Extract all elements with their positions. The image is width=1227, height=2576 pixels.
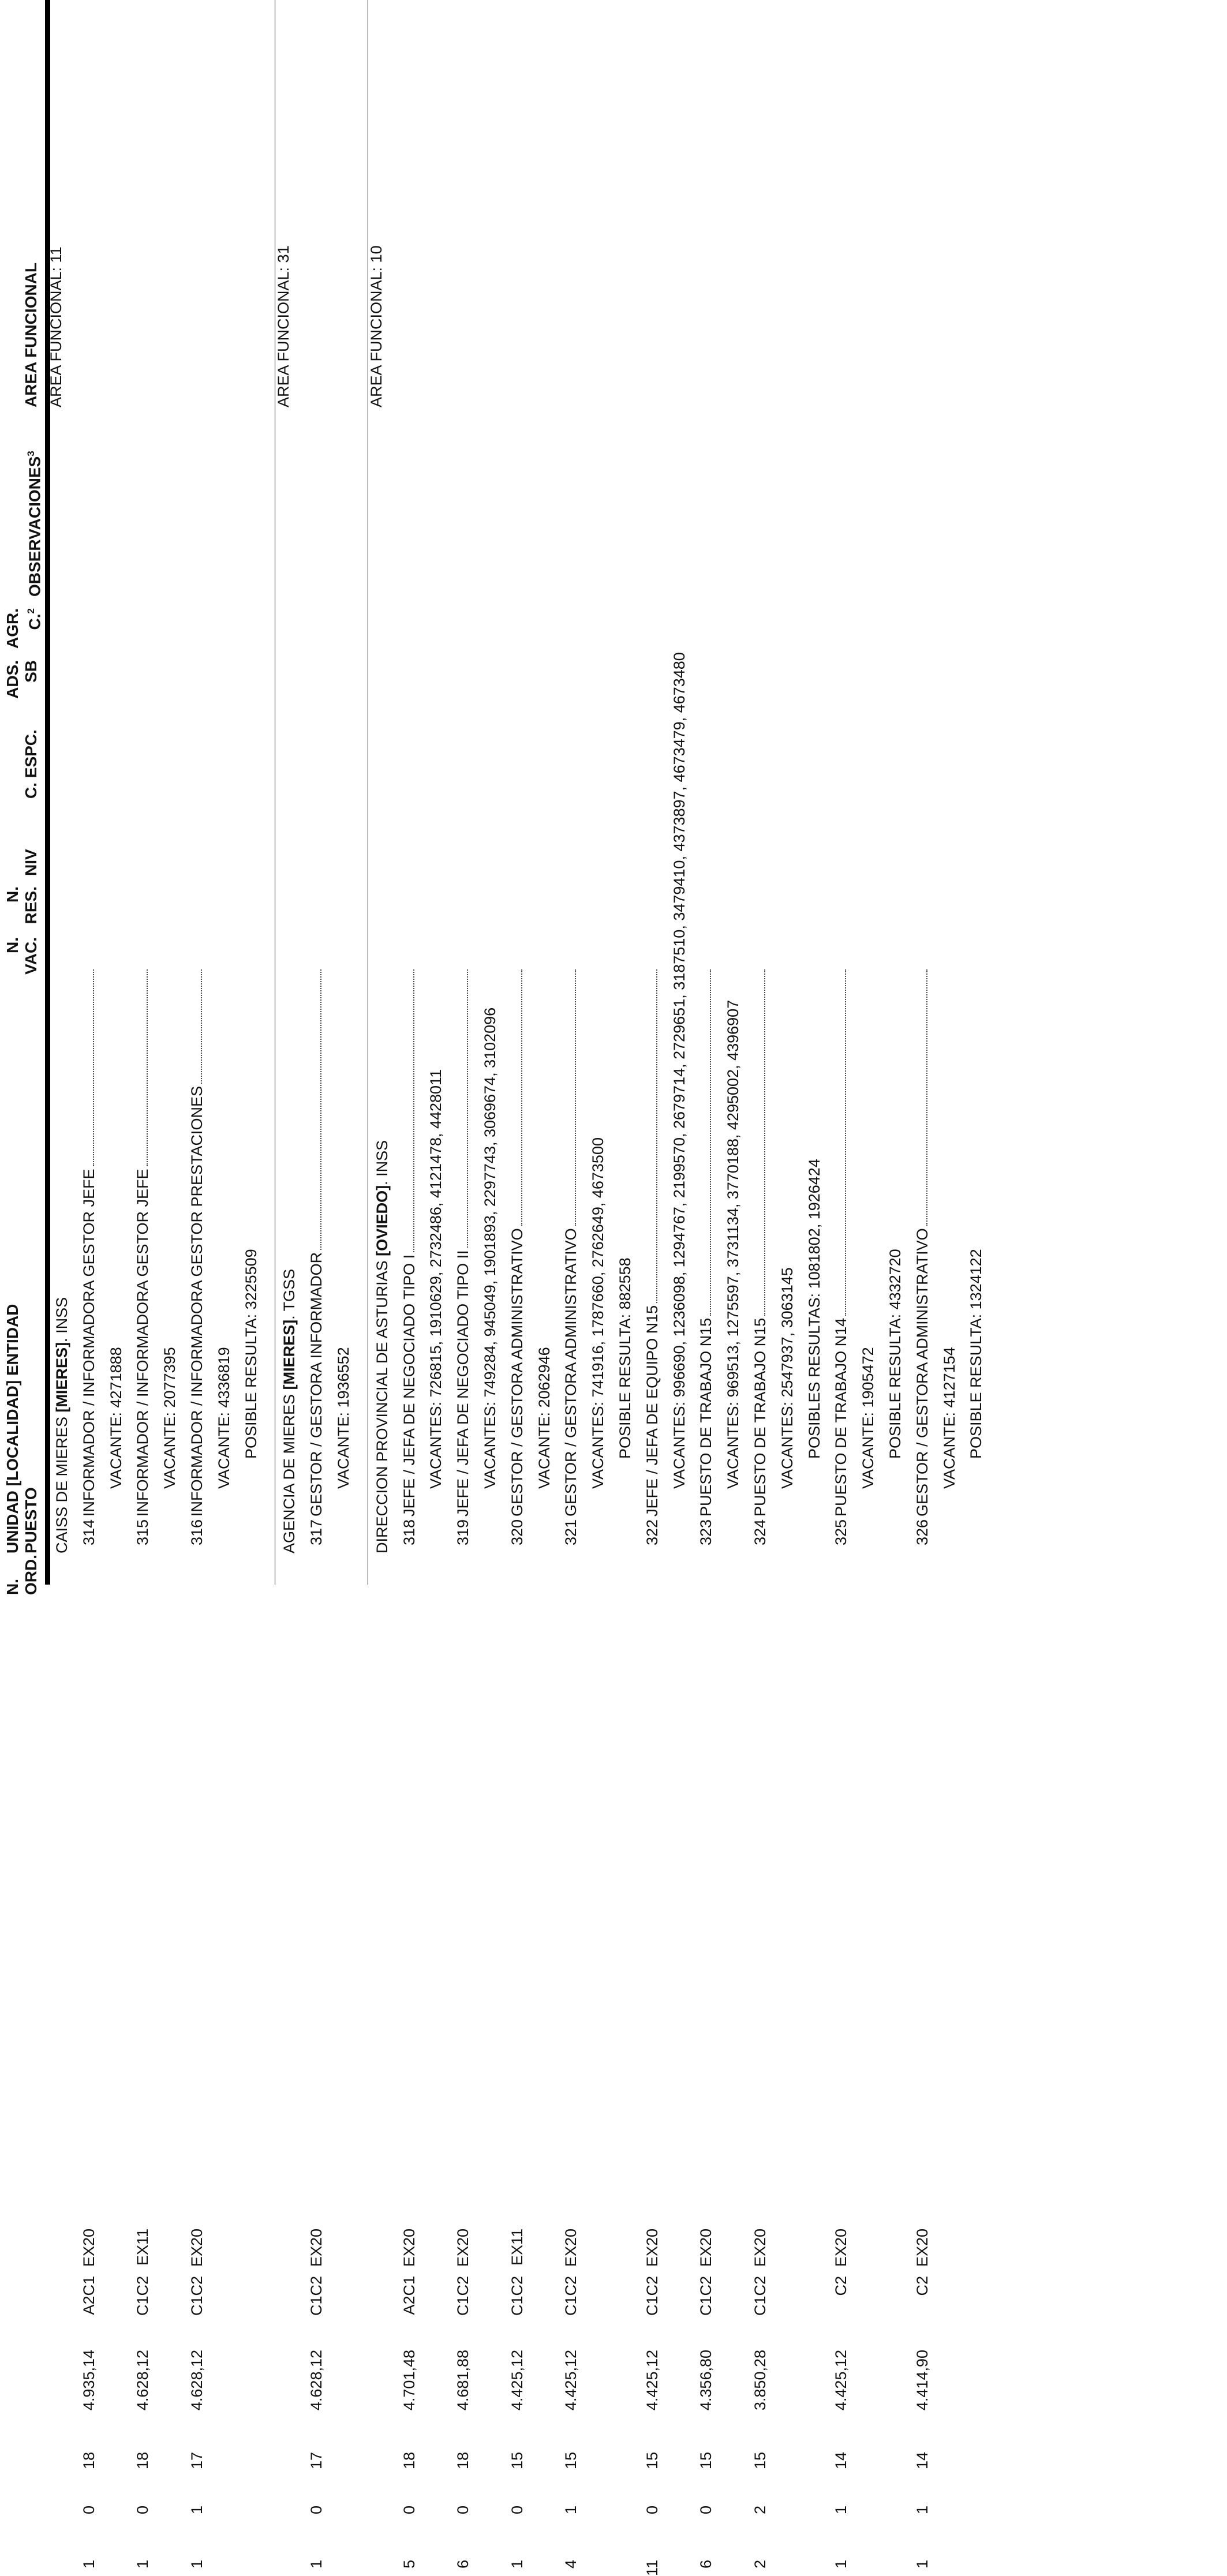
header-agrc-label: C. <box>25 613 44 630</box>
row-vacantes: VACANTES: 969513, 1275597, 3731134, 3770188, 4295002, 4396907 <box>724 999 742 1489</box>
dotted-leader <box>200 969 202 1084</box>
row-vac: 6 <box>697 2560 715 2569</box>
row-ord-number: 314 <box>80 1519 98 1545</box>
row-ord-number: 317 <box>308 1519 326 1545</box>
row-vac: 5 <box>400 2560 418 2569</box>
dotted-leader <box>763 969 765 1316</box>
dotted-leader <box>319 969 321 1250</box>
row-vac: 1 <box>832 2560 850 2569</box>
dotted-leader <box>709 969 711 1316</box>
row-niv: 18 <box>134 2452 152 2470</box>
dotted-leader <box>925 969 927 1226</box>
row-niv: 14 <box>832 2452 850 2470</box>
row-cespc: 4.425,12 <box>643 2350 661 2411</box>
dotted-leader <box>520 969 522 1226</box>
header-unidad-line2: PUESTO <box>22 1487 40 1553</box>
header-vac <box>3 937 40 983</box>
row-res: 0 <box>643 2506 661 2515</box>
row-cespc: 4.628,12 <box>134 2350 152 2411</box>
row-agrc: EX20 <box>643 2229 661 2267</box>
area-funcional-value: AREA FUNCIONAL: 11 <box>47 246 65 407</box>
header-agrc-line1: AGR. <box>3 608 21 649</box>
header-agrc <box>3 608 44 653</box>
row-ord-number: 325 <box>832 1519 850 1545</box>
unit-heading <box>53 1297 70 1553</box>
header-observaciones-footnote: 3 <box>25 451 36 456</box>
row-adssb: A2C1 <box>400 2276 418 2315</box>
row-ord-number: 316 <box>188 1519 205 1545</box>
dotted-leader <box>466 969 468 1248</box>
header-adssb-line2: SB <box>22 660 40 683</box>
row-adssb: C1C2 <box>308 2276 326 2316</box>
row-vac: 4 <box>562 2560 580 2569</box>
header-niv <box>22 849 40 876</box>
header-vac-line2: VAC. <box>22 937 40 975</box>
row-res: 0 <box>508 2506 526 2515</box>
row-ord-number: 319 <box>454 1519 472 1545</box>
header-observaciones-label: OBSERVACIONES <box>25 456 44 597</box>
header-adssb <box>3 660 40 709</box>
row-niv: 15 <box>562 2452 580 2470</box>
row-res: 0 <box>400 2506 418 2515</box>
row-puesto: INFORMADOR / INFORMADORA GESTOR JEFE <box>134 1169 152 1517</box>
row-puesto: INFORMADOR / INFORMADORA GESTOR JEFE <box>80 1169 98 1517</box>
row-puesto: INFORMADOR / INFORMADORA GESTOR PRESTACIONES <box>188 1085 205 1517</box>
header-rule <box>45 0 50 1585</box>
row-cespc: 4.414,90 <box>913 2350 931 2411</box>
dotted-leader <box>655 969 657 1303</box>
row-res: 1 <box>832 2506 850 2515</box>
row-adssb: C1C2 <box>188 2276 205 2316</box>
row-ord-number: 324 <box>751 1519 769 1545</box>
header-res-line2: RES. <box>22 886 40 924</box>
row-vac: 1 <box>80 2560 98 2569</box>
header-adssb-line1: ADS. <box>3 660 21 699</box>
row-puesto: GESTOR / GESTORA ADMINISTRATIVO <box>562 1228 580 1517</box>
row-agrc: EX20 <box>913 2229 931 2267</box>
row-niv: 18 <box>454 2452 472 2470</box>
row-vac: 1 <box>134 2560 152 2569</box>
row-res: 0 <box>80 2506 98 2515</box>
dotted-leader <box>574 969 576 1226</box>
row-agrc: EX20 <box>832 2229 850 2267</box>
row-puesto: PUESTO DE TRABAJO N14 <box>832 1317 850 1517</box>
row-posible-resulta: POSIBLES RESULTAS: 1081802, 1926424 <box>805 1159 823 1459</box>
header-cespc <box>22 729 40 799</box>
row-agrc: EX20 <box>400 2229 418 2267</box>
row-vac: 2 <box>751 2560 769 2569</box>
row-agrc: EX20 <box>562 2229 580 2267</box>
row-posible-resulta: POSIBLE RESULTA: 3225509 <box>242 1249 260 1459</box>
row-vac: 1 <box>508 2560 526 2569</box>
header-n-ord <box>3 1555 40 1595</box>
area-funcional-value: AREA FUNCIONAL: 31 <box>275 245 293 407</box>
header-area-funcional <box>22 263 40 407</box>
row-vacantes: VACANTE: 4127154 <box>940 1347 958 1489</box>
row-cespc: 4.628,12 <box>308 2350 326 2411</box>
header-agrc-footnote: 2 <box>25 608 36 614</box>
dotted-leader <box>844 969 846 1316</box>
row-vacantes: VACANTE: 1936552 <box>335 1347 352 1489</box>
row-niv: 15 <box>697 2452 715 2470</box>
row-cespc: 3.850,28 <box>751 2350 769 2411</box>
row-puesto: GESTOR / GESTORA INFORMADOR <box>308 1252 326 1517</box>
row-cespc: 4.628,12 <box>188 2350 205 2411</box>
row-adssb: C1C2 <box>562 2276 580 2316</box>
row-cespc: 4.681,88 <box>454 2350 472 2411</box>
row-puesto: PUESTO DE TRABAJO N15 <box>751 1317 769 1517</box>
row-ord-number: 318 <box>400 1519 418 1545</box>
row-vacantes: VACANTE: 2077395 <box>161 1347 179 1489</box>
row-cespc: 4.425,12 <box>562 2350 580 2411</box>
row-vacantes: VACANTE: 2062946 <box>535 1347 553 1489</box>
row-vacantes: VACANTES: 741916, 1787660, 2762649, 4673500 <box>589 1137 607 1489</box>
row-niv: 18 <box>80 2452 98 2470</box>
header-area-funcional-label: AREA FUNCIONAL <box>22 263 40 407</box>
row-adssb: C1C2 <box>508 2276 526 2316</box>
row-res: 0 <box>134 2506 152 2515</box>
row-ord-number: 326 <box>913 1519 931 1545</box>
row-vacantes: VACANTES: 996690, 1236098, 1294767, 2199570, 2679714, 2729651, 3187510, 3479410, 4373897, 4673479, 4673480 <box>670 652 688 1489</box>
row-niv: 17 <box>308 2452 326 2470</box>
row-vac: 11 <box>643 2560 661 2576</box>
dotted-leader <box>412 969 414 1252</box>
row-cespc: 4.701,48 <box>400 2350 418 2411</box>
row-res: 2 <box>751 2506 769 2515</box>
row-res: 0 <box>697 2506 715 2515</box>
row-ord-number: 323 <box>697 1519 715 1545</box>
row-puesto: JEFE / JEFA DE NEGOCIADO TIPO II <box>454 1250 472 1517</box>
row-res: 0 <box>308 2506 326 2515</box>
row-puesto: GESTOR / GESTORA ADMINISTRATIVO <box>508 1228 526 1517</box>
row-niv: 14 <box>913 2452 931 2470</box>
row-adssb: A2C1 <box>80 2276 98 2315</box>
header-res-line1: N. <box>3 886 21 903</box>
unit-heading-entity: . INSS <box>53 1297 70 1342</box>
row-res: 1 <box>562 2506 580 2515</box>
header-observaciones <box>22 451 44 597</box>
header-niv-label: NIV <box>22 849 40 876</box>
header-cespc-label: C. ESPC. <box>22 729 40 799</box>
row-ord-number: 315 <box>134 1519 152 1545</box>
row-cespc: 4.425,12 <box>508 2350 526 2411</box>
dotted-leader <box>145 969 148 1166</box>
row-vacantes: VACANTES: 2547937, 3063145 <box>778 1267 796 1489</box>
row-res: 1 <box>188 2506 205 2515</box>
row-vacantes: VACANTES: 726815, 1910629, 2732486, 4121478, 4428011 <box>427 1069 445 1489</box>
row-ord-number: 322 <box>643 1519 661 1545</box>
unit-heading <box>280 1269 298 1553</box>
unit-heading <box>373 1140 391 1553</box>
row-agrc: EX20 <box>697 2229 715 2267</box>
row-cespc: 4.356,80 <box>697 2350 715 2411</box>
row-ord-number: 320 <box>508 1519 526 1545</box>
row-posible-resulta: POSIBLE RESULTA: 882558 <box>616 1257 634 1459</box>
row-adssb: C1C2 <box>454 2276 472 2316</box>
row-agrc: EX20 <box>188 2229 205 2267</box>
row-agrc: EX20 <box>80 2229 98 2267</box>
unit-heading-entity: . TGSS <box>280 1268 298 1320</box>
header-vac-line1: N. <box>3 937 21 953</box>
row-adssb: C1C2 <box>134 2276 152 2316</box>
row-vacantes: VACANTE: 4271888 <box>107 1347 125 1489</box>
row-vacantes: VACANTES: 749284, 945049, 1901893, 2297743, 3069674, 3102096 <box>481 1007 499 1489</box>
row-puesto: JEFE / JEFA DE EQUIPO N15 <box>643 1305 661 1517</box>
unit-heading-name: DIRECCION PROVINCIAL DE ASTURIAS <box>373 1256 391 1553</box>
unit-heading-locality: [MIERES] <box>280 1319 298 1390</box>
unit-heading-locality: [OVIEDO] <box>373 1185 391 1256</box>
row-niv: 18 <box>400 2452 418 2470</box>
row-vacantes: VACANTE: 4336819 <box>215 1347 233 1489</box>
header-n-ord-line2: ORD. <box>22 1555 40 1595</box>
row-cespc: 4.935,14 <box>80 2350 98 2411</box>
row-agrc: EX11 <box>508 2229 526 2266</box>
row-niv: 15 <box>643 2452 661 2470</box>
unit-heading-entity: . INSS <box>373 1140 391 1185</box>
row-niv: 15 <box>508 2452 526 2470</box>
row-vac: 1 <box>308 2560 326 2569</box>
row-puesto: JEFE / JEFA DE NEGOCIADO TIPO I <box>400 1254 418 1517</box>
row-adssb: C2 <box>832 2276 850 2296</box>
row-niv: 17 <box>188 2452 205 2470</box>
unit-heading-name: AGENCIA DE MIERES <box>280 1390 298 1553</box>
row-niv: 15 <box>751 2452 769 2470</box>
unit-heading-locality: [MIERES] <box>53 1342 70 1413</box>
row-vac: 1 <box>188 2560 205 2569</box>
row-agrc: EX20 <box>751 2229 769 2267</box>
row-agrc: EX11 <box>134 2229 152 2266</box>
row-agrc: EX20 <box>308 2229 326 2267</box>
row-vac: 1 <box>913 2560 931 2569</box>
row-vac: 6 <box>454 2560 472 2569</box>
area-funcional-value: AREA FUNCIONAL: 10 <box>367 245 385 407</box>
header-unidad <box>3 1304 40 1553</box>
row-ord-number: 321 <box>562 1519 580 1545</box>
row-adssb: C1C2 <box>697 2276 715 2316</box>
header-res <box>3 886 40 929</box>
row-puesto: PUESTO DE TRABAJO N15 <box>697 1317 715 1517</box>
row-agrc: EX20 <box>454 2229 472 2267</box>
row-adssb: C2 <box>913 2276 931 2296</box>
row-adssb: C1C2 <box>643 2276 661 2316</box>
row-posible-resulta: POSIBLE RESULTA: 1324122 <box>967 1249 985 1459</box>
row-puesto: GESTOR / GESTORA ADMINISTRATIVO <box>913 1228 931 1517</box>
row-vacantes: VACANTE: 1905472 <box>859 1347 877 1489</box>
header-agrc-line2 <box>22 608 44 653</box>
row-cespc: 4.425,12 <box>832 2350 850 2411</box>
row-adssb: C1C2 <box>751 2276 769 2316</box>
unit-heading-name: CAISS DE MIERES <box>53 1412 70 1553</box>
row-res: 1 <box>913 2506 931 2515</box>
header-unidad-line1: UNIDAD [LOCALIDAD] ENTIDAD <box>3 1304 21 1553</box>
header-n-ord-line1: N. <box>3 1579 21 1595</box>
dotted-leader <box>92 969 94 1166</box>
row-posible-resulta: POSIBLE RESULTA: 4332720 <box>886 1249 904 1459</box>
row-res: 0 <box>454 2506 472 2515</box>
